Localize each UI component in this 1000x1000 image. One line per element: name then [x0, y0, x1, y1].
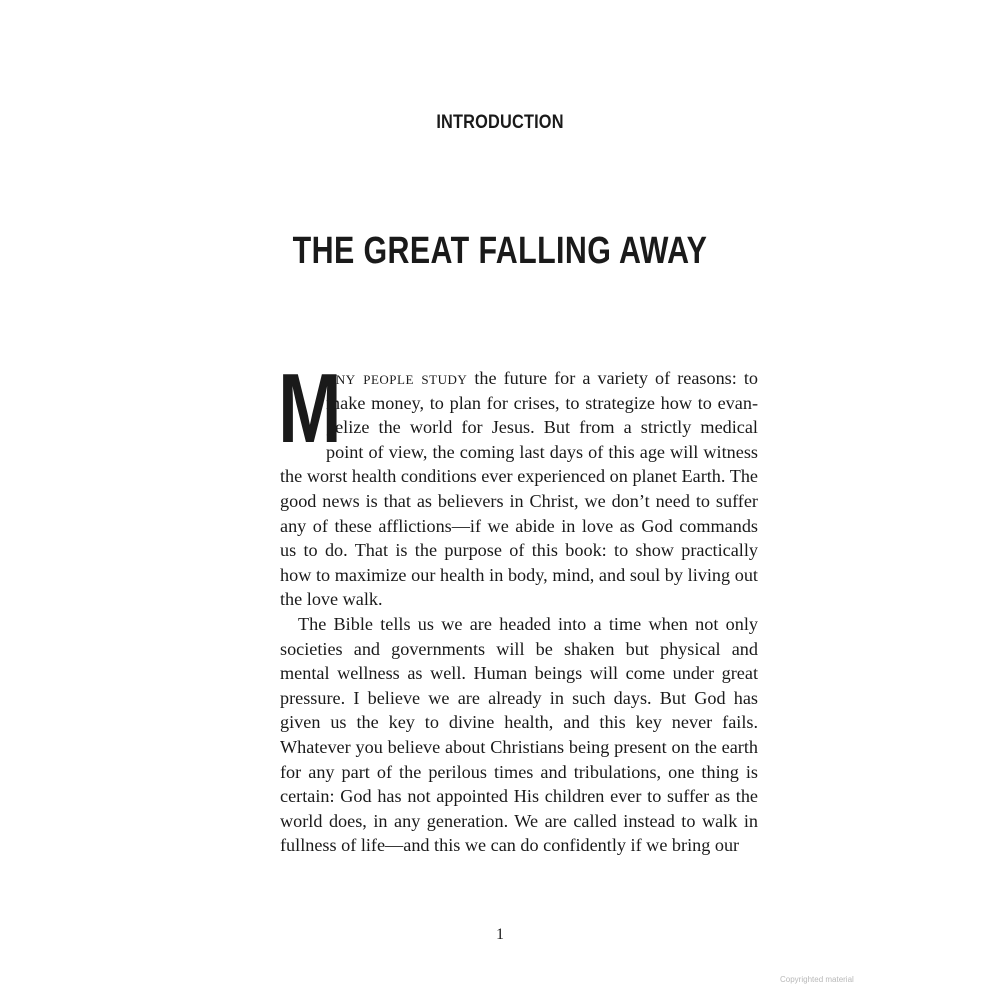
- chapter-title: THE GREAT FALLING AWAY: [292, 230, 708, 272]
- page-number: 1: [496, 926, 504, 943]
- lead-in-smallcaps: any people study: [326, 368, 468, 388]
- paragraph-1: [278, 353, 758, 612]
- paragraph-1-text: the future for a variety of reasons: to make money, to plan for crises, to strategize how to evangelize the world for Jesus. But from a strictly medical point of view, the coming last days of this age will witness the worst health conditions ever experienced on planet Earth. The good news is that as believers in Christ, we don’t need to suffer any of these afflictions—if we abide in love as God commands us to do. That is the purpose of this book: to show practically how to maximize our health in body, mind, and soul by living out the love walk.: [280, 368, 758, 610]
- paragraph-2: The Bible tells us we are headed into a time when not only societies and governments will be shaken but physical and mental wellness as well. Human beings will come under great pressure. I believe we are already in such days. But God has given us the key to divine health, and this key never fails. Whatever you believe about Christians being present on the earth for any part of the perilous times and tribulations, one thing is certain: God has not appointed His children ever to suffer as the world does, in any generation. We are called instead to walk in fullness of life—and this we can do confidently if we bring our: [280, 613, 758, 856]
- body-text: [278, 353, 758, 858]
- section-label: INTRODUCTION: [436, 112, 564, 133]
- drop-cap: M: [278, 353, 342, 463]
- copyright-watermark: Copyrighted material: [780, 975, 854, 984]
